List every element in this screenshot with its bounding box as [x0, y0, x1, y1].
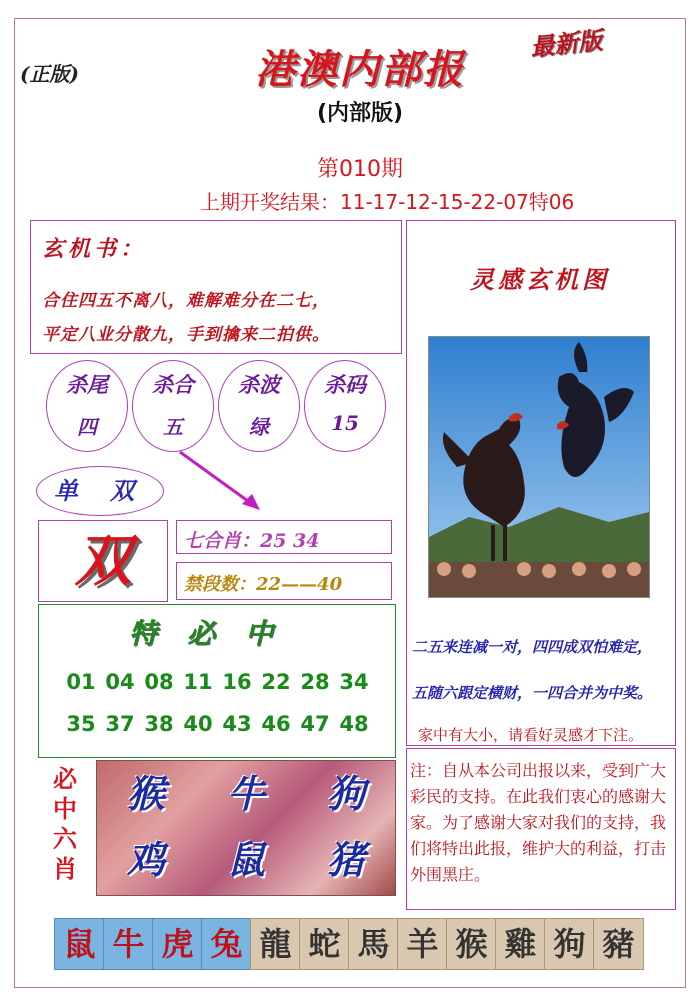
animal-cell: 猪	[326, 837, 365, 882]
six-animals-panel	[96, 760, 396, 896]
number: 47	[300, 712, 330, 736]
xuanjishu-title: 玄机书：	[42, 236, 147, 262]
right-poem-line-1: 二五来连减一对，四四成双怕难定，	[412, 638, 653, 656]
oval-sha-ma	[304, 360, 386, 452]
zodiac-tile: 兔	[201, 918, 252, 970]
zodiac-tile: 鼠	[54, 918, 105, 970]
notice-text: 注：自从本公司出报以来，受到广大彩民的支持。在此我们衷心的感谢大家。为了感谢大家对我们的支持，我们将特出此报，维护大的利益，打击外围黑庄。	[410, 761, 667, 884]
label-char: 六	[53, 824, 77, 853]
zodiac-tile: 豬	[593, 918, 644, 970]
number: 01	[66, 670, 96, 694]
number: 38	[144, 712, 174, 736]
issue-number: 第010期	[317, 157, 403, 182]
jin-duan-shu: 禁段数：22——40	[184, 574, 343, 595]
zodiac-tile: 虎	[152, 918, 203, 970]
animal-cell: 牛	[226, 771, 265, 816]
number: 22	[261, 670, 291, 694]
edition-left-label: (正版)	[20, 62, 79, 86]
number: 48	[339, 712, 369, 736]
oval-value: 15	[331, 411, 359, 435]
number: 43	[222, 712, 252, 736]
oval-sha-bo	[218, 360, 300, 452]
right-note: 家中有大小，请看好灵感才下注。	[418, 726, 644, 744]
oval-label: 杀合	[152, 372, 194, 397]
animal-cell: 鸡	[126, 837, 165, 882]
shuang-text: 双	[75, 528, 131, 594]
number: 08	[144, 670, 174, 694]
label-char: 中	[53, 794, 77, 823]
number: 46	[261, 712, 291, 736]
zodiac-tile: 蛇	[299, 918, 350, 970]
zodiac-tile: 猴	[446, 918, 497, 970]
number: 16	[222, 670, 252, 694]
lingan-title: 灵感玄机图	[470, 265, 610, 294]
xuanjishu-line-2: 平定八业分散九，手到擒来二拍供。	[42, 325, 330, 345]
arrow-icon	[170, 446, 270, 516]
oval-sha-he	[132, 360, 214, 452]
number: 37	[105, 712, 135, 736]
number: 34	[339, 670, 369, 694]
number: 04	[105, 670, 135, 694]
right-poem-line-2: 五随六跟定横财，一四合并为中奖。	[412, 684, 653, 702]
zodiac-tile: 狗	[544, 918, 595, 970]
oval-value: 绿	[249, 415, 269, 439]
page-title: 港澳内部报	[255, 46, 465, 93]
number: 11	[183, 670, 213, 694]
zodiac-tile: 羊	[397, 918, 448, 970]
zodiac-tile: 雞	[495, 918, 546, 970]
bi-zhong-liu-xiao-label	[48, 764, 82, 884]
label-char: 必	[53, 764, 77, 793]
last-result: 上期开奖结果：11-17-12-15-22-07特06	[200, 190, 575, 214]
xuanjishu-line-1: 合住四五不离八，难解难分在二七，	[42, 291, 330, 311]
subtitle: (内部版)	[316, 101, 404, 126]
oval-label: 杀尾	[66, 372, 108, 397]
te-bi-zhong-title: 特必中	[128, 617, 303, 650]
dan-shuang: 单 双	[36, 466, 164, 516]
qi-he-xiao: 七合肖：25 34	[184, 530, 320, 552]
animal-cell: 狗	[326, 771, 365, 816]
oval-value: 五	[163, 415, 183, 439]
animal-cell: 鼠	[226, 837, 265, 882]
rooster-photo	[428, 336, 650, 598]
oval-sha-wei	[46, 360, 128, 452]
label-char: 肖	[53, 854, 77, 883]
oval-label: 杀波	[238, 372, 280, 397]
zodiac-tile: 龍	[250, 918, 301, 970]
zodiac-tile: 牛	[103, 918, 154, 970]
number: 35	[66, 712, 96, 736]
zodiac-tile: 馬	[348, 918, 399, 970]
animal-cell: 猴	[126, 771, 165, 816]
oval-value: 四	[77, 415, 97, 439]
oval-label: 杀码	[324, 372, 366, 397]
number: 40	[183, 712, 213, 736]
edition-right-label: 最新版	[528, 25, 604, 62]
number: 28	[300, 670, 330, 694]
